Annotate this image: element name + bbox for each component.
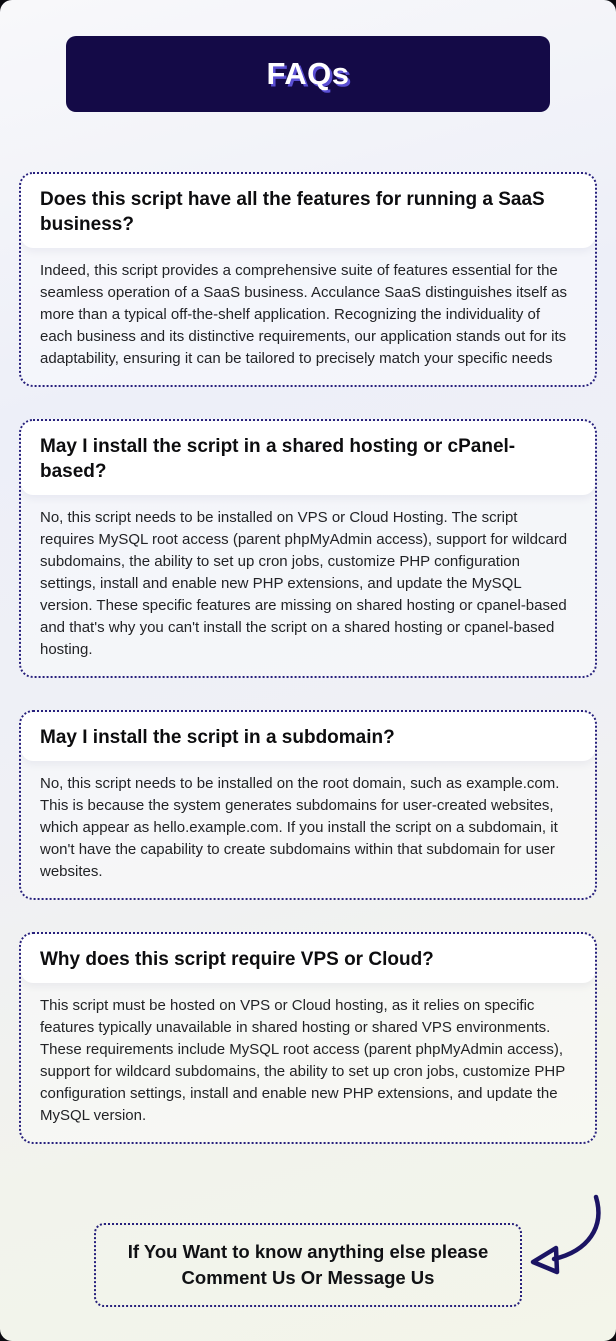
faq-question-text: Does this script have all the features for running a SaaS business? bbox=[40, 189, 545, 235]
faq-question-header bbox=[21, 934, 595, 983]
curved-arrow-icon bbox=[520, 1193, 608, 1289]
faq-answer-body bbox=[21, 761, 595, 898]
contact-cta-box bbox=[94, 1223, 522, 1307]
contact-cta-text: If You Want to know anything else please Comment Us Or Message Us bbox=[127, 1241, 489, 1288]
faq-answer-text: No, this script needs to be installed on VPS or Cloud Hosting. The script requires MySQL root access (parent phpMyAdmin access), support for wildcard subdomains, the ability to set up cron jobs, customize PHP configuration settings, install and enable new PHP extensions, and update the MySQL version. These specific features are missing on shared hosting or cpanel-based and that's why you can't install the script on a shared hosting or cpanel-based hosting. bbox=[40, 509, 568, 658]
faq-question-header bbox=[21, 421, 595, 495]
faq-question-text: Why does this script require VPS or Cloud? bbox=[40, 949, 434, 970]
faq-question-header bbox=[21, 174, 595, 248]
faq-answer-body bbox=[21, 983, 595, 1142]
faq-answer-text: This script must be hosted on VPS or Cloud hosting, as it relies on specific features typically unavailable in shared hosting or shared VPS environments. These requirements include MySQL root access (parent phpMyAdmin access), support for wildcard subdomains, the ability to set up cron jobs, customize PHP configuration settings, install and enable new PHP extensions, and update the MySQL version. bbox=[40, 997, 565, 1124]
faq-question-text: May I install the script in a shared hosting or cPanel-based? bbox=[40, 436, 516, 482]
faq-card-shared-hosting bbox=[19, 419, 597, 678]
faq-question-header bbox=[21, 712, 595, 761]
faq-card-saas-features bbox=[19, 172, 597, 387]
faq-list bbox=[0, 112, 616, 1144]
faq-answer-body bbox=[21, 495, 595, 676]
faq-answer-text: Indeed, this script provides a comprehensive suite of features essential for the seamless operation of a SaaS business. Acculance SaaS distinguishes itself as more than a typical off-the-shelf application. Recognizing the individuality of each business and its distinctive requirements, our application stands out for its adaptability, ensuring it can be tailored to precisely match your specific needs bbox=[40, 262, 567, 367]
faq-card-vps-requirement bbox=[19, 932, 597, 1144]
faq-question-text: May I install the script in a subdomain? bbox=[40, 727, 395, 748]
faq-answer-body bbox=[21, 248, 595, 385]
faq-header-banner bbox=[66, 36, 550, 112]
page-title: FAQs bbox=[266, 56, 350, 91]
faq-answer-text: No, this script needs to be installed on the root domain, such as example.com. This is because the system generates subdomains for user-created websites, which appear as hello.example.com. If you install the script on a subdomain, it won't have the capability to create subdomains within that subdomain for user websites. bbox=[40, 775, 560, 880]
faq-card-subdomain bbox=[19, 710, 597, 900]
